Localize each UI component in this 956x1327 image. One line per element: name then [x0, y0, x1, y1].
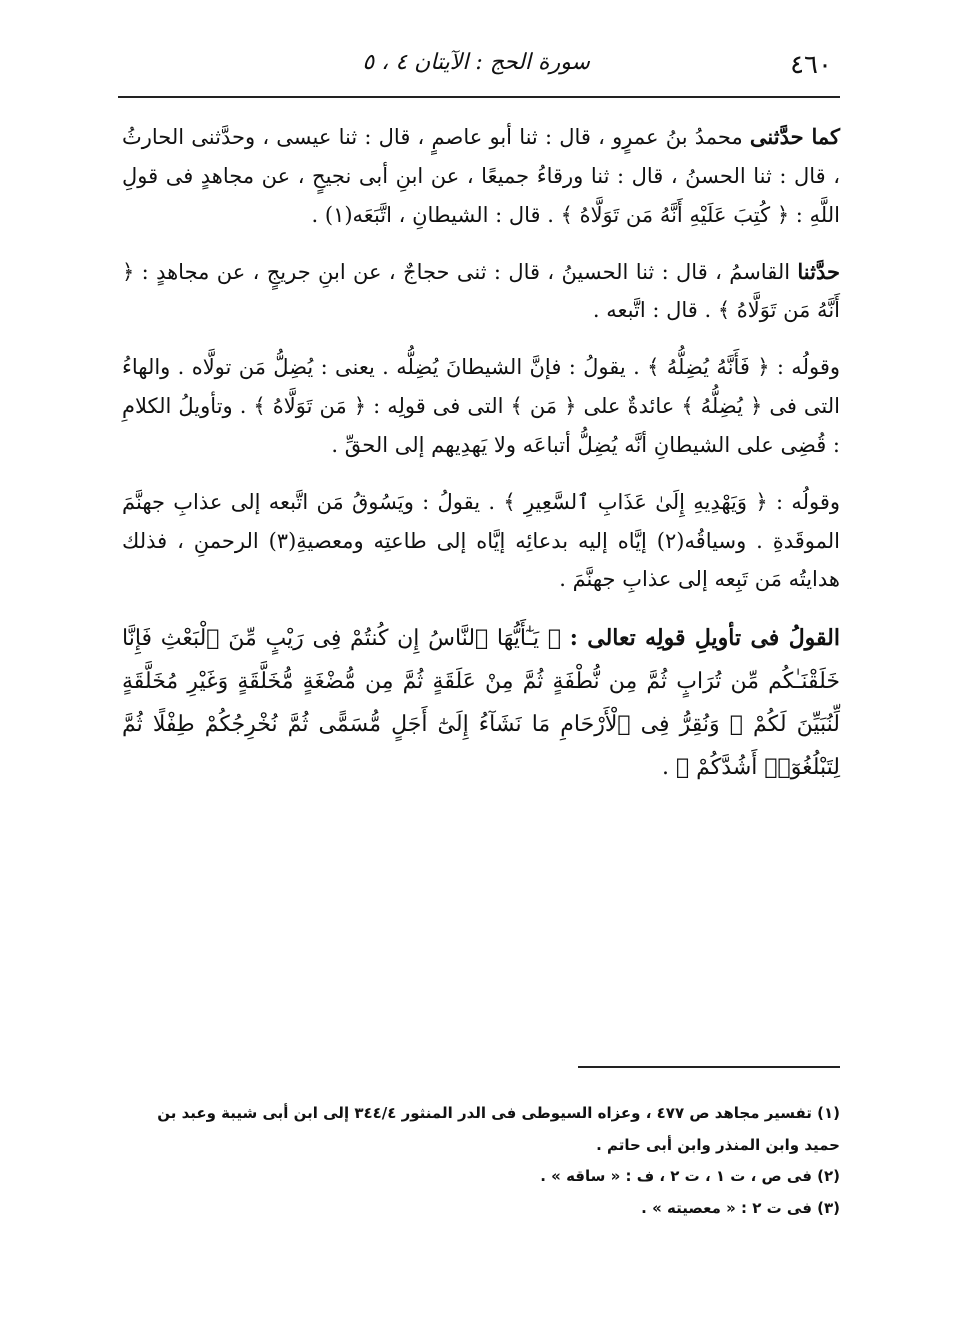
paragraph-4: وقولُه : ﴿ وَيَهْدِيهِ إِلَىٰ عَذَابِ ٱلسَّعِيرِ ﴾ . يقولُ : ويَسُوقُ مَن اتَّبعه إلى عذابِ جهنَّمَ الموقَدةِ . وسياقُه(٢) إيَّاه إليه بدعائِه إيَّاه إلى طاعتِه ومعصيةِ(٣) الرحمنِ ، فذلك هدايتُه مَن تَبِعه إلى عذابِ جهنَّمَ .: [122, 489, 840, 592]
paragraph-3: وقولُه : ﴿ فَأَنَّهُ يُضِلُّهُ ﴾ . يقولُ : فإنَّ الشيطانَ يُضِلُّه . يعنى : يُضِلُّ مَن تولَّاه . والهاءُ التى فى ﴿ يُضِلُّهُ ﴾ عائدةٌ على ﴿ مَن ﴾ التى فى قولِه : ﴿ مَن تَوَلَّاهُ ﴾ . وتأويلُ الكلامِ : قُضِى على الشيطانِ أنَّه يُضِلُّ أتباعَه ولا يَهدِيهم إلى الحقِّ .: [122, 355, 840, 457]
paragraph-1-lead: كما حدَّثنى: [749, 124, 840, 149]
paragraph-1: [122, 118, 840, 235]
paragraph-2-lead: حدَّثنا: [797, 258, 840, 284]
footnote-3: (٣) فى ت ٢ : « معصيته » .: [641, 1198, 840, 1217]
footnote-2: (٢) فى ص ، ت ١ ، ت ٢ ، ف : « ساقه » .: [540, 1167, 840, 1185]
paragraph-1-text: محمدُ بنُ عمرٍو ، قال : ثنا أبو عاصمٍ ، قال : ثنا عيسى ، وحدَّثنى الحارثُ ، قال : ثنا الحسنُ ، قال : ثنا ورقاءُ جميعًا ، عن ابنِ أبى نجيحٍ ، عن مجاهدٍ فى قولِ اللَّهِ : ﴿ كُتِبَ عَلَيْهِ أَنَّهُ مَن تَوَلَّاهُ ﴾ . قال : الشيطانِ ، اتَّبَعَه(١) .: [122, 125, 840, 227]
footnotes: [122, 1098, 840, 1224]
paragraph-2: [122, 253, 840, 331]
header-divider: [118, 96, 840, 98]
running-title: سورة الحج : الآيتان ٤ ، ٥: [362, 50, 590, 75]
paragraph-2-text: القاسمُ ، قال : ثنا الحسينُ ، قال : ثنى حجاجٌ ، عن ابنِ جريجٍ ، عن مجاهدٍ : ﴿ أَنَّهُ مَن تَوَلَّاهُ ﴾ . قال : اتَّبعه .: [122, 259, 840, 323]
page-header: [118, 44, 840, 84]
footnote-divider: [578, 1066, 840, 1068]
footnote-1: (١) تفسير مجاهد ص ٤٧٧ ، وعزاه السيوطى فى الدر المنثور ٣٤٤/٤ إلى ابن أبى شيبة وعبد بن حميد وابن المنذر وابن أبى حاتم .: [157, 1104, 840, 1154]
page-number: ٤٦٠: [790, 50, 832, 80]
verse-text: ﴿ يَـٰٓأَيُّهَا ٱلنَّاسُ إِن كُنتُمْ فِى رَيْبٍ مِّنَ ٱلْبَعْثِ فَإِنَّا خَلَقْنَـٰكُم مِّن تُرَابٍ ثُمَّ مِن نُّطْفَةٍ ثُمَّ مِنْ عَلَقَةٍ ثُمَّ مِن مُّضْغَةٍ مُّخَلَّقَةٍ وَغَيْرِ مُخَلَّقَةٍ لِّنُبَيِّنَ لَكُمْ ۚ وَنُقِرُّ فِى ٱلْأَرْحَامِ مَا نَشَآءُ إِلَىٰٓ أَجَلٍ مُّسَمًّى ثُمَّ نُخْرِجُكُمْ طِفْلًا ثُمَّ لِتَبْلُغُوٓا۟ أَشُدَّكُمْ ﴾ .: [122, 626, 840, 780]
main-text: [122, 118, 840, 790]
verse-paragraph: [122, 617, 840, 790]
verse-heading: القولُ فى تأويلِ قولِه تعالى :: [569, 625, 840, 652]
